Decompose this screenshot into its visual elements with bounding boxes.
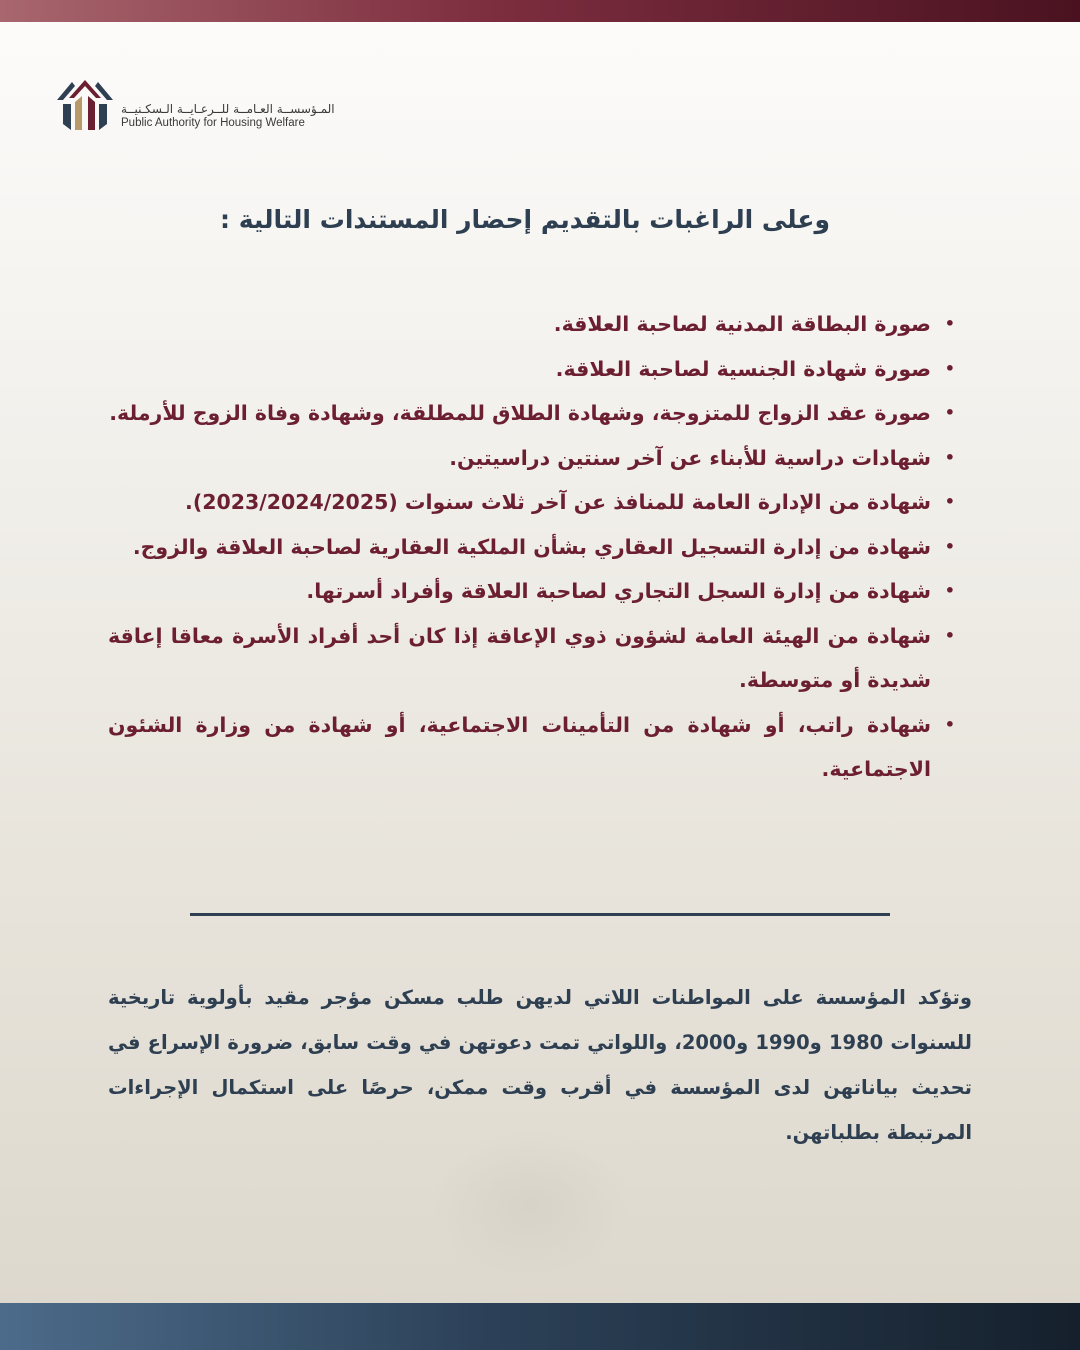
section-divider [190, 913, 890, 916]
required-documents-list [108, 302, 955, 792]
background-watermark [430, 1130, 630, 1280]
org-name-arabic: المـؤسســة العـامــة للــرعـايــة الـسكـنيــة [121, 102, 335, 116]
list-item: • صورة عقد الزواج للمتزوجة، وشهادة الطلاق للمطلقة، وشهادة وفاة الزوج للأرملة. [108, 391, 931, 436]
list-item: • شهادة راتب، أو شهادة من التأمينات الاجتماعية، أو شهادة من وزارة الشئون الاجتماعية. [108, 703, 931, 792]
list-item: • شهادات دراسية للأبناء عن آخر سنتين دراسيتين. [108, 436, 931, 481]
list-item: • شهادة من الإدارة العامة للمنافذ عن آخر ثلاث سنوات (2023/2024/2025). [108, 480, 931, 525]
top-accent-bar [0, 0, 1080, 22]
housing-roof-logo-icon [55, 78, 115, 132]
list-item: • صورة البطاقة المدنية لصاحبة العلاقة. [108, 302, 931, 347]
notice-paragraph: وتؤكد المؤسسة على المواطنات اللاتي لديهن طلب مسكن مؤجر مقيد بأولوية تاريخية للسنوات 1980 و1990 و2000، واللواتي تمت دعوتهن في وقت سابق، ضرورة الإسراع في تحديث بياناتهن لدى المؤسسة في أقرب وقت ممكن، حرصًا على استكمال الإجراءات المرتبطة بطلباتهن. [108, 986, 972, 1144]
org-name-english: Public Authority for Housing Welfare [121, 117, 305, 129]
list-item: • شهادة من إدارة التسجيل العقاري بشأن الملكية العقارية لصاحبة العلاقة والزوج. [108, 525, 931, 570]
org-logo [55, 78, 345, 134]
documents-heading: وعلى الراغبات بالتقديم إحضار المستندات التالية : [220, 205, 830, 234]
list-item: • شهادة من الهيئة العامة لشؤون ذوي الإعاقة إذا كان أحد أفراد الأسرة معاقا إعاقة شديدة أو متوسطة. [108, 614, 931, 703]
list-item: • شهادة من إدارة السجل التجاري لصاحبة العلاقة وأفراد أسرتها. [108, 569, 931, 614]
bottom-accent-bar [0, 1303, 1080, 1350]
list-item: • صورة شهادة الجنسية لصاحبة العلاقة. [108, 347, 931, 392]
